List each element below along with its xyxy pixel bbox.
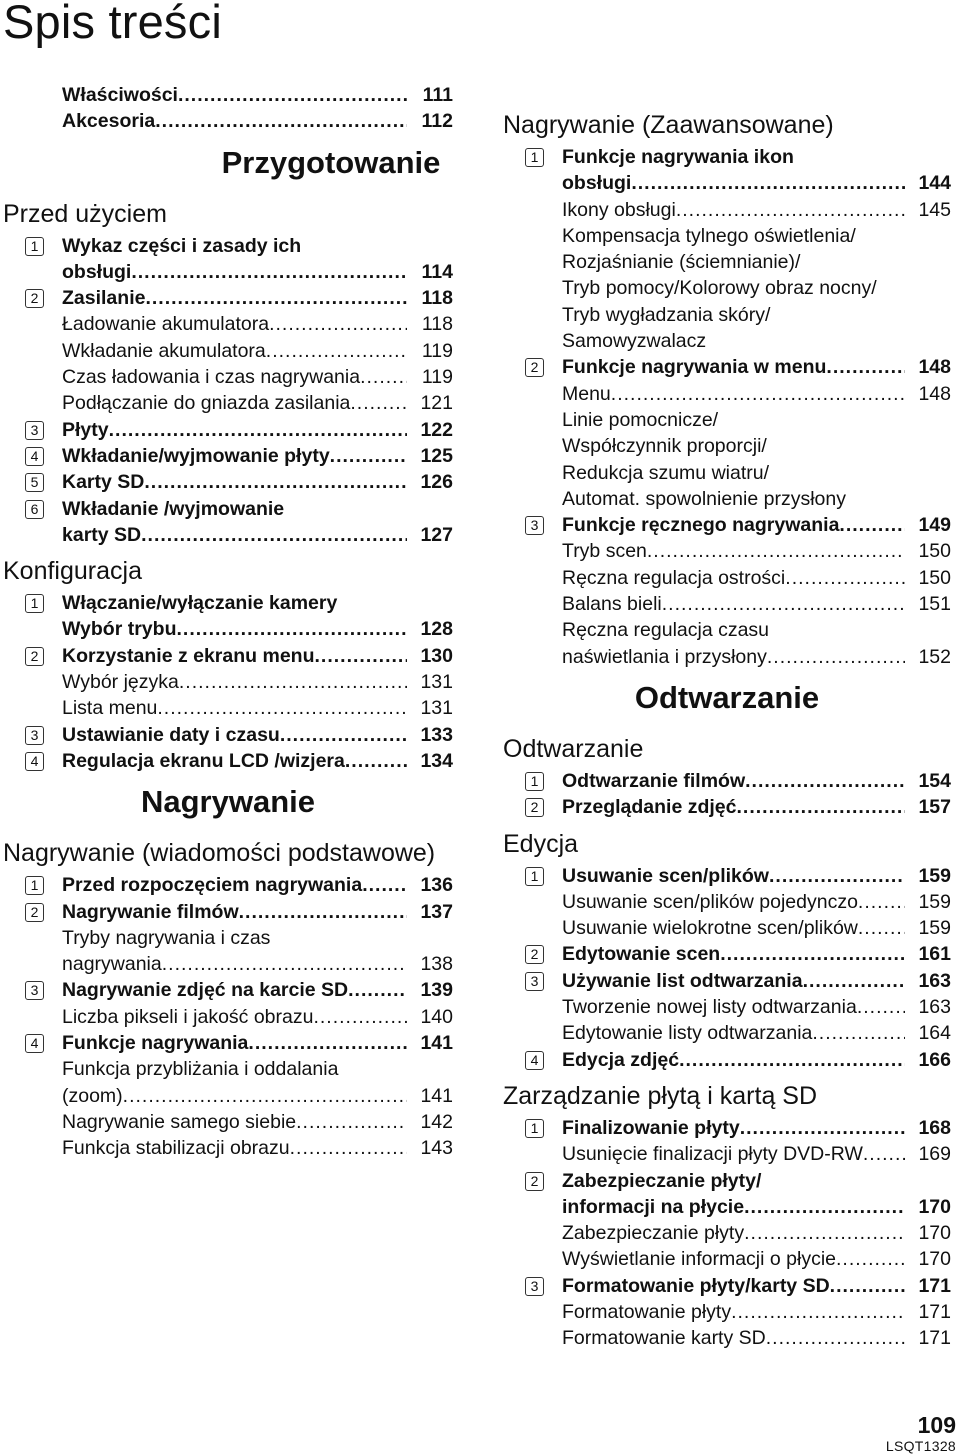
- toc-entry[interactable]: [3, 443, 453, 469]
- toc-entry[interactable]: [3, 1109, 453, 1135]
- toc-entry-title: Płyty: [62, 418, 109, 441]
- toc-entry[interactable]: [3, 108, 453, 134]
- dot-leader: [858, 889, 905, 915]
- step-number-badge: 1: [525, 772, 544, 791]
- dot-leader: [662, 591, 905, 617]
- step-number-badge: 2: [525, 798, 544, 817]
- dot-leader: [803, 968, 905, 994]
- step-number-badge: 2: [525, 945, 544, 964]
- toc-entry-title: Menu: [562, 382, 611, 405]
- toc-entry-page: 121: [420, 392, 453, 415]
- toc-entry[interactable]: [3, 259, 453, 285]
- dot-leader: [766, 1325, 905, 1351]
- dot-leader: [812, 1020, 905, 1046]
- toc-entry-title: Tryby nagrywania i czas: [62, 926, 271, 949]
- toc-entry-page: 171: [918, 1300, 951, 1323]
- toc-entry-page: 169: [918, 1143, 951, 1166]
- toc-entry-title: Edycja zdjęć: [562, 1048, 680, 1071]
- step-number-badge: 4: [525, 1051, 544, 1070]
- step-number-badge: 4: [25, 752, 44, 771]
- toc-entry-title: Ikony obsługi: [562, 198, 676, 221]
- dot-leader: [830, 1273, 905, 1299]
- section-heading: Przed użyciem: [3, 199, 167, 228]
- toc-entry-title: Funkcje ręcznego nagrywania: [562, 514, 840, 537]
- dot-leader: [740, 1115, 905, 1141]
- section-heading: Zarządzanie płytą i kartą SD: [503, 1081, 818, 1110]
- toc-entry[interactable]: [503, 1141, 951, 1167]
- toc-entry-page: 111: [422, 84, 453, 106]
- toc-entry[interactable]: [503, 915, 951, 941]
- toc-entry-page: 134: [420, 749, 453, 772]
- toc-entry-title: Współczynnik proporcji/: [562, 435, 767, 458]
- step-number-badge: 3: [525, 1277, 544, 1296]
- section-heading: Nagrywanie (Zaawansowane): [503, 111, 834, 139]
- toc-entry-page: 170: [918, 1248, 951, 1271]
- toc-entry[interactable]: [3, 899, 453, 925]
- toc-entry[interactable]: [503, 249, 951, 275]
- toc-entry-title: Lista menu: [62, 697, 158, 720]
- toc-entry[interactable]: [503, 565, 951, 591]
- toc-entry[interactable]: [503, 275, 951, 301]
- toc-entry-title: Przed rozpoczęciem nagrywania: [62, 874, 363, 897]
- toc-entry-page: 125: [420, 444, 453, 467]
- toc-entry-title: Edytowanie scen: [562, 943, 721, 966]
- dot-leader: [123, 1083, 407, 1109]
- toc-entry[interactable]: [503, 302, 951, 328]
- toc-entry-page: 149: [918, 514, 951, 537]
- toc-entry[interactable]: [503, 1115, 951, 1141]
- toc-entry-page: 141: [420, 1084, 453, 1107]
- chapter-heading: Nagrywanie: [140, 784, 315, 820]
- toc-entry[interactable]: [3, 82, 453, 108]
- dot-leader: [679, 1047, 905, 1073]
- toc-entry-page: 126: [420, 471, 453, 494]
- toc-entry-page: 159: [918, 890, 951, 913]
- toc-entry-title: Używanie list odtwarzania: [562, 969, 803, 992]
- toc-entry-title: Nagrywanie samego siebie: [62, 1110, 297, 1133]
- dot-leader: [296, 1109, 407, 1135]
- toc-entry-page: 118: [421, 313, 453, 336]
- dot-leader: [330, 443, 407, 469]
- step-number-badge: 3: [525, 972, 544, 991]
- toc-right-column: [503, 102, 951, 1352]
- document-code: LSQT1328: [885, 1438, 956, 1454]
- toc-entry-title: karty SD: [62, 523, 142, 546]
- dot-leader: [720, 941, 905, 967]
- dot-leader: [769, 863, 905, 889]
- toc-entry[interactable]: [3, 233, 453, 259]
- toc-entry[interactable]: [503, 433, 951, 459]
- step-number-badge: 2: [525, 358, 544, 377]
- toc-entry[interactable]: [503, 1325, 951, 1351]
- toc-entry[interactable]: [503, 1246, 951, 1272]
- toc-entry-title: Usunięcie finalizacji płyty DVD-RW: [562, 1143, 863, 1166]
- step-number-badge: 1: [525, 867, 544, 886]
- toc-entry[interactable]: [503, 223, 951, 249]
- step-number-badge: 1: [25, 594, 44, 613]
- step-number-badge: 2: [525, 1172, 544, 1191]
- toc-entry-page: 159: [918, 864, 951, 887]
- toc-entry-title: Linie pomocnicze/: [562, 408, 719, 431]
- toc-entry[interactable]: [3, 1056, 453, 1082]
- dot-leader: [248, 1030, 407, 1056]
- toc-entry-page: 159: [918, 917, 951, 940]
- toc-entry-title: Balans bieli: [562, 593, 662, 616]
- step-number-badge: 5: [25, 473, 44, 492]
- toc-entry-page: 141: [420, 1032, 453, 1055]
- toc-entry-page: 163: [918, 969, 951, 992]
- toc-entry-title: Zabezpieczanie płyty/: [562, 1169, 762, 1192]
- toc-entry-page: 139: [420, 979, 453, 1002]
- toc-entry[interactable]: [503, 941, 951, 967]
- toc-entry-title: Wkładanie /wyjmowanie: [62, 497, 285, 520]
- step-number-badge: 4: [25, 1034, 44, 1053]
- toc-entry[interactable]: [503, 591, 951, 617]
- toc-entry[interactable]: [3, 1083, 453, 1109]
- toc-entry-title: Funkcja przybliżania i oddalania: [62, 1058, 339, 1081]
- dot-leader: [858, 915, 905, 941]
- step-number-badge: 1: [525, 148, 544, 167]
- toc-entry[interactable]: [503, 968, 951, 994]
- toc-entry-title: Funkcje nagrywania w menu: [562, 356, 827, 379]
- toc-entry-title: Wyświetlanie informacji o płycie: [562, 1248, 836, 1271]
- toc-entry-title: Regulacja ekranu LCD /wizjera: [62, 749, 345, 772]
- toc-entry-title: Wkładanie akumulatora: [62, 339, 266, 362]
- toc-entry[interactable]: [3, 522, 453, 548]
- toc-entry[interactable]: [503, 863, 951, 889]
- step-number-badge: 1: [525, 1119, 544, 1138]
- dot-leader: [157, 695, 407, 721]
- toc-entry-title: Czas ładowania i czas nagrywania: [62, 366, 361, 389]
- dot-leader: [280, 722, 407, 748]
- toc-entry-title: Wykaz części i zasady ich: [62, 234, 302, 257]
- toc-entry-page: 112: [421, 110, 453, 133]
- toc-entry-page: 171: [918, 1327, 951, 1350]
- toc-entry[interactable]: [503, 144, 951, 170]
- dot-leader: [348, 977, 407, 1003]
- toc-entry-title: Właściwości: [62, 84, 178, 106]
- toc-entry-title: Formatowanie płyty: [562, 1300, 732, 1323]
- step-number-badge: 1: [25, 237, 44, 256]
- toc-entry-title: Tryb wygładzania skóry/: [562, 303, 771, 326]
- toc-entry-page: 154: [918, 769, 951, 792]
- toc-entry-title: Automat. spowolnienie przysłony: [562, 487, 846, 510]
- toc-entry-page: 133: [420, 723, 453, 746]
- dot-leader: [144, 469, 407, 495]
- toc-entry-title: obsługi: [562, 172, 632, 195]
- dot-leader: [345, 748, 407, 774]
- toc-entry-page: 163: [918, 996, 951, 1019]
- toc-entry[interactable]: [503, 994, 951, 1020]
- section-heading: Odtwarzanie: [503, 734, 644, 763]
- toc-entry-title: Tworzenie nowej listy odtwarzania: [562, 996, 857, 1019]
- dot-leader: [269, 311, 407, 337]
- toc-entry-title: Odtwarzanie filmów: [562, 769, 746, 792]
- toc-entry-page: 170: [918, 1195, 951, 1218]
- toc-entry[interactable]: [503, 1220, 951, 1246]
- toc-entry-title: Formatowanie płyty/karty SD: [562, 1274, 830, 1297]
- toc-entry-title: Nagrywanie filmów: [62, 900, 239, 923]
- dot-leader: [839, 512, 905, 538]
- toc-entry-page: 148: [918, 356, 951, 379]
- toc-entry-title: informacji na płycie: [562, 1195, 745, 1218]
- dot-leader: [631, 170, 905, 196]
- toc-entry-title: Liczba pikseli i jakość obrazu: [62, 1005, 314, 1028]
- dot-leader: [676, 197, 905, 223]
- toc-entry-page: 150: [918, 540, 951, 563]
- toc-entry-title: Zasilanie: [62, 287, 146, 310]
- toc-entry-page: 122: [420, 418, 453, 441]
- toc-entry-page: 152: [918, 645, 951, 668]
- dot-leader: [826, 354, 905, 380]
- dot-leader: [145, 285, 407, 311]
- toc-entry-title: Ładowanie akumulatora: [62, 313, 270, 336]
- toc-entry[interactable]: [3, 390, 453, 416]
- toc-entry[interactable]: [3, 669, 453, 695]
- toc-entry-title: Tryb pomocy/Kolorowy obraz nocny/: [562, 277, 877, 300]
- toc-entry[interactable]: [503, 170, 951, 196]
- toc-entry[interactable]: [503, 1273, 951, 1299]
- toc-entry-title: Tryb scen: [562, 540, 647, 563]
- toc-entry[interactable]: [503, 407, 951, 433]
- toc-entry-page: 157: [918, 796, 951, 819]
- dot-leader: [239, 899, 407, 925]
- dot-leader: [315, 643, 408, 669]
- toc-entry-page: 137: [420, 900, 453, 923]
- toc-entry-page: 127: [420, 523, 453, 546]
- step-number-badge: 2: [25, 289, 44, 308]
- toc-entry[interactable]: [3, 496, 453, 522]
- toc-left-column: [3, 82, 453, 1162]
- dot-leader: [736, 794, 905, 820]
- toc-entry-page: 119: [421, 339, 453, 362]
- toc-entry-title: Ręczna regulacja ostrości: [562, 566, 786, 589]
- toc-entry[interactable]: [3, 616, 453, 642]
- toc-entry-title: Kompensacja tylnego oświetlenia/: [562, 224, 856, 247]
- toc-entry-page: 168: [918, 1116, 951, 1139]
- toc-entry-title: Finalizowanie płyty: [562, 1116, 740, 1139]
- dot-leader: [176, 616, 407, 642]
- toc-entry[interactable]: [503, 768, 951, 794]
- toc-entry[interactable]: [503, 617, 951, 643]
- dot-leader: [350, 390, 407, 416]
- toc-entry[interactable]: [3, 925, 453, 951]
- toc-entry-title: Nagrywanie zdjęć na karcie SD: [62, 979, 349, 1002]
- toc-entry-page: 140: [420, 1005, 453, 1028]
- toc-entry-page: 138: [420, 953, 453, 976]
- toc-entry-page: 145: [918, 198, 951, 221]
- dot-leader: [785, 565, 905, 591]
- step-number-badge: 3: [25, 421, 44, 440]
- toc-entry[interactable]: [503, 538, 951, 564]
- toc-entry[interactable]: [503, 644, 951, 670]
- toc-entry-page: 143: [420, 1137, 453, 1160]
- dot-leader: [266, 338, 407, 364]
- step-number-badge: 1: [25, 876, 44, 895]
- dot-leader: [362, 872, 407, 898]
- toc-entry-title: Edytowanie listy odtwarzania: [562, 1022, 813, 1045]
- toc-entry-title: Redukcja szumu wiatru/: [562, 461, 769, 484]
- toc-entry-page: 161: [918, 943, 951, 966]
- toc-entry[interactable]: [503, 1168, 951, 1194]
- step-number-badge: 6: [25, 500, 44, 519]
- toc-entry-title: Akcesoria: [62, 110, 156, 133]
- toc-entry[interactable]: [503, 1020, 951, 1046]
- toc-entry[interactable]: [503, 794, 951, 820]
- dot-leader: [313, 1004, 407, 1030]
- dot-leader: [162, 951, 407, 977]
- dot-leader: [863, 1141, 905, 1167]
- toc-entry-title: Funkcje nagrywania: [62, 1032, 249, 1055]
- toc-entry-title: Usuwanie scen/plików pojedynczo: [562, 890, 858, 913]
- step-number-badge: 2: [25, 903, 44, 922]
- page-number: 109: [917, 1412, 956, 1438]
- toc-entry[interactable]: [3, 722, 453, 748]
- toc-entry-page: 130: [420, 644, 453, 667]
- toc-entry[interactable]: [3, 1135, 453, 1161]
- toc-entry[interactable]: [3, 977, 453, 1003]
- toc-entry-page: 151: [918, 593, 951, 616]
- toc-entry-page: 164: [918, 1022, 951, 1045]
- toc-entry-title: Funkcja stabilizacji obrazu: [62, 1137, 290, 1160]
- section-heading: Edycja: [503, 829, 579, 858]
- toc-entry-title: obsługi: [62, 260, 132, 283]
- toc-entry[interactable]: [503, 512, 951, 538]
- toc-entry[interactable]: [3, 338, 453, 364]
- toc-entry-page: 136: [420, 874, 453, 897]
- dot-leader: [290, 1135, 407, 1161]
- toc-entry-title: Wkładanie/wyjmowanie płyty: [62, 444, 330, 467]
- section-heading: Nagrywanie (wiadomości podstawowe): [3, 839, 436, 868]
- toc-entry[interactable]: [3, 469, 453, 495]
- toc-entry-page: 148: [918, 382, 951, 405]
- toc-entry-page: 150: [918, 566, 951, 589]
- toc-entry-page: 128: [420, 618, 453, 641]
- toc-entry-title: Podłączanie do gniazda zasilania: [62, 392, 351, 415]
- toc-entry[interactable]: [3, 311, 453, 337]
- toc-entry-title: Ręczna regulacja czasu: [562, 619, 770, 642]
- toc-entry[interactable]: [503, 197, 951, 223]
- dot-leader: [611, 381, 905, 407]
- dot-leader: [155, 108, 407, 134]
- toc-entry-title: Wybór języka: [62, 671, 179, 694]
- toc-entry-page: 171: [918, 1274, 951, 1297]
- dot-leader: [745, 768, 905, 794]
- toc-entry-title: Karty SD: [62, 471, 145, 494]
- toc-entry-page: 131: [420, 671, 453, 694]
- toc-entry[interactable]: [503, 1047, 951, 1073]
- toc-entry-page: 142: [420, 1110, 453, 1133]
- toc-entry[interactable]: [503, 354, 951, 380]
- toc-entry[interactable]: [3, 1004, 453, 1030]
- toc-entry[interactable]: [3, 1030, 453, 1056]
- toc-entry[interactable]: [3, 748, 453, 774]
- toc-entry-page: 144: [918, 172, 951, 195]
- toc-entry-page: 166: [918, 1048, 951, 1071]
- dot-leader: [109, 417, 407, 443]
- toc-entry-title: Formatowanie karty SD: [562, 1327, 766, 1350]
- dot-leader: [131, 259, 407, 285]
- dot-leader: [178, 82, 407, 108]
- dot-leader: [647, 538, 905, 564]
- toc-entry[interactable]: [503, 889, 951, 915]
- toc-entry-title: Przeglądanie zdjęć: [562, 796, 737, 819]
- toc-entry-title: nagrywania: [62, 953, 162, 976]
- toc-entry[interactable]: [3, 364, 453, 390]
- toc-entry[interactable]: [3, 643, 453, 669]
- toc-entry[interactable]: [3, 695, 453, 721]
- page-title: Spis treści: [3, 0, 222, 48]
- chapter-heading: Przygotowanie: [221, 144, 441, 180]
- dot-leader: [744, 1194, 905, 1220]
- step-number-badge: 3: [25, 726, 44, 745]
- step-number-badge: 3: [25, 981, 44, 1000]
- toc-entry-title: Funkcje nagrywania ikon: [562, 146, 794, 168]
- dot-leader: [836, 1246, 905, 1272]
- dot-leader: [857, 994, 905, 1020]
- dot-leader: [744, 1220, 905, 1246]
- toc-entry-title: Samowyzwalacz: [562, 330, 707, 353]
- step-number-badge: 3: [525, 516, 544, 535]
- toc-entry[interactable]: [3, 590, 453, 616]
- toc-entry-title: Usuwanie wielokrotne scen/plików: [562, 917, 858, 940]
- dot-leader: [731, 1299, 905, 1325]
- toc-entry-page: 131: [420, 697, 453, 720]
- toc-entry-title: Korzystanie z ekranu menu: [62, 644, 315, 667]
- dot-leader: [360, 364, 407, 390]
- toc-entry[interactable]: [3, 285, 453, 311]
- step-number-badge: 2: [25, 647, 44, 666]
- toc-entry-page: 119: [421, 366, 453, 389]
- toc-entry[interactable]: [3, 417, 453, 443]
- toc-entry[interactable]: [503, 486, 951, 512]
- dot-leader: [767, 644, 905, 670]
- toc-entry-title: Rozjaśnianie (ściemnianie)/: [562, 251, 801, 274]
- chapter-heading: Odtwarzanie: [634, 679, 820, 715]
- toc-entry[interactable]: [503, 1299, 951, 1325]
- toc-entry[interactable]: [3, 951, 453, 977]
- section-heading: Konfiguracja: [3, 557, 142, 586]
- toc-entry-title: naświetlania i przysłony: [562, 645, 767, 668]
- toc-entry-page: 114: [421, 260, 453, 283]
- toc-entry[interactable]: [503, 460, 951, 486]
- dot-leader: [179, 669, 407, 695]
- toc-entry[interactable]: [3, 872, 453, 898]
- toc-entry-page: 170: [918, 1222, 951, 1245]
- toc-entry-title: Usuwanie scen/plików: [562, 864, 769, 887]
- toc-entry-title: Włączanie/wyłączanie kamery: [62, 592, 338, 615]
- toc-entry[interactable]: [503, 328, 951, 354]
- toc-entry-title: Wybór trybu: [62, 618, 177, 641]
- toc-entry-page: 118: [421, 287, 453, 310]
- toc-entry[interactable]: [503, 1194, 951, 1220]
- toc-entry-title: Ustawianie daty i czasu: [62, 723, 280, 746]
- dot-leader: [141, 522, 407, 548]
- step-number-badge: 4: [25, 447, 44, 466]
- toc-entry-title: Zabezpieczanie płyty: [562, 1222, 745, 1245]
- toc-entry-title: (zoom): [62, 1084, 123, 1107]
- toc-entry[interactable]: [503, 381, 951, 407]
